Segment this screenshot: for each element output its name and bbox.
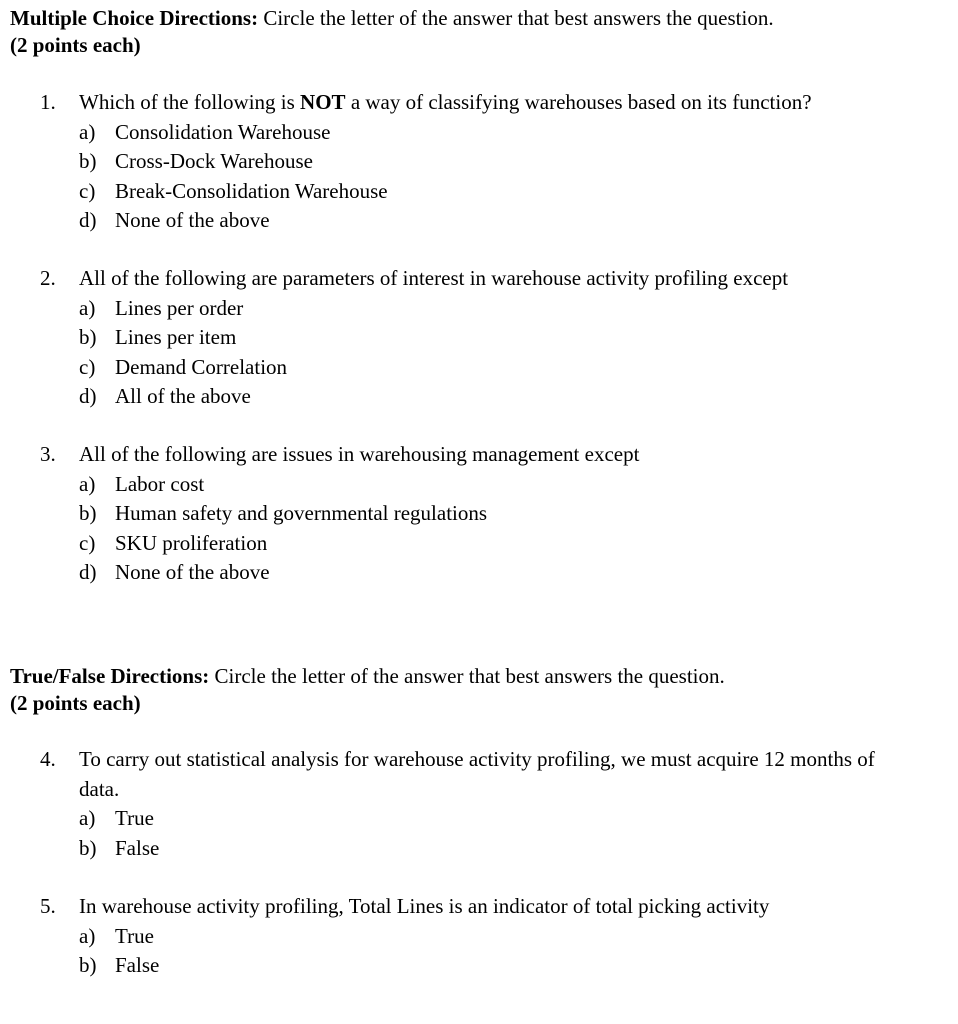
option-text: Break-Consolidation Warehouse [115, 178, 388, 203]
question-3-stem [40, 440, 940, 470]
question-2-stem [40, 264, 940, 294]
question-text [79, 88, 940, 118]
tf-points: (2 points each) [10, 691, 141, 715]
option-letter: b) [79, 835, 97, 860]
tf-directions-label: True/False Directions: [10, 664, 210, 688]
answer-option[interactable] [79, 834, 940, 864]
answer-option[interactable] [79, 353, 940, 383]
question-5 [40, 892, 940, 981]
option-text: All of the above [115, 384, 251, 408]
option-text: Labor cost [115, 471, 205, 496]
option-text: Human safety and governmental regulations [115, 501, 488, 525]
option-letter: b) [79, 149, 97, 173]
question-5-stem [40, 892, 940, 922]
option-text: False [115, 835, 160, 860]
tf-directions [10, 663, 950, 717]
question-number: 4. [40, 747, 56, 771]
question-4 [40, 745, 940, 863]
option-letter: a) [79, 471, 96, 496]
question-number: 2. [40, 266, 56, 290]
answer-option[interactable] [79, 470, 940, 500]
option-text: False [115, 953, 160, 977]
option-text: None of the above [115, 560, 270, 584]
option-text: Demand Correlation [115, 354, 288, 379]
option-letter: d) [79, 384, 97, 408]
question-number: 5. [40, 894, 56, 918]
option-text: None of the above [115, 208, 270, 232]
answer-option[interactable] [79, 922, 940, 952]
tf-directions-text: Circle the letter of the answer that best answers the question. [209, 664, 725, 688]
answer-option[interactable] [79, 951, 940, 981]
question-number: 3. [40, 442, 56, 466]
question-1 [40, 88, 940, 236]
answer-option[interactable] [79, 499, 940, 529]
option-letter: b) [79, 325, 97, 349]
question-1-stem [40, 88, 940, 118]
option-text: Consolidation Warehouse [115, 119, 331, 144]
question-2 [40, 264, 940, 412]
mc-directions-line [10, 5, 950, 32]
mc-directions-label: Multiple Choice Directions: [10, 6, 259, 30]
question-number: 1. [40, 90, 56, 114]
answer-option[interactable] [79, 323, 940, 353]
option-text: True [115, 923, 154, 948]
answer-option[interactable] [79, 294, 940, 324]
option-letter: b) [79, 953, 97, 977]
option-text: Lines per order [115, 295, 244, 320]
answer-option[interactable] [79, 382, 940, 412]
option-text: Cross-Dock Warehouse [115, 149, 313, 173]
answer-option[interactable] [79, 529, 940, 559]
option-letter: b) [79, 501, 97, 525]
option-letter: a) [79, 295, 96, 320]
mc-directions [10, 5, 950, 59]
option-letter: c) [79, 530, 96, 555]
mc-directions-text: Circle the letter of the answer that best answers the question. [258, 6, 774, 30]
question-text: To carry out statistical analysis for warehouse activity profiling, we must acquire 12 months of data. [79, 747, 875, 801]
question-4-stem [40, 745, 940, 804]
option-text: SKU proliferation [115, 530, 268, 555]
answer-option[interactable] [79, 804, 940, 834]
tf-directions-line [10, 663, 950, 690]
option-letter: c) [79, 354, 96, 379]
answer-option[interactable] [79, 177, 940, 207]
question-text-part: a way of classifying warehouses based on its function? [345, 90, 812, 114]
option-letter: a) [79, 923, 96, 948]
option-letter: c) [79, 178, 96, 203]
question-text: In warehouse activity profiling, Total Lines is an indicator of total picking activity [79, 894, 770, 918]
question-text-part: Which of the following is [79, 90, 301, 114]
option-text: True [115, 806, 154, 830]
answer-option[interactable] [79, 206, 940, 236]
option-text: Lines per item [115, 325, 237, 349]
option-letter: a) [79, 119, 96, 144]
option-letter: d) [79, 208, 97, 232]
option-letter: d) [79, 560, 97, 584]
question-3 [40, 440, 940, 588]
question-text: All of the following are issues in warehousing management except [79, 442, 640, 466]
answer-option[interactable] [79, 118, 940, 148]
answer-option[interactable] [79, 147, 940, 177]
answer-option[interactable] [79, 558, 940, 588]
question-text-emphasis: NOT [300, 90, 346, 114]
option-letter: a) [79, 806, 96, 830]
question-text: All of the following are parameters of interest in warehouse activity profiling except [79, 266, 789, 290]
mc-points: (2 points each) [10, 33, 141, 57]
